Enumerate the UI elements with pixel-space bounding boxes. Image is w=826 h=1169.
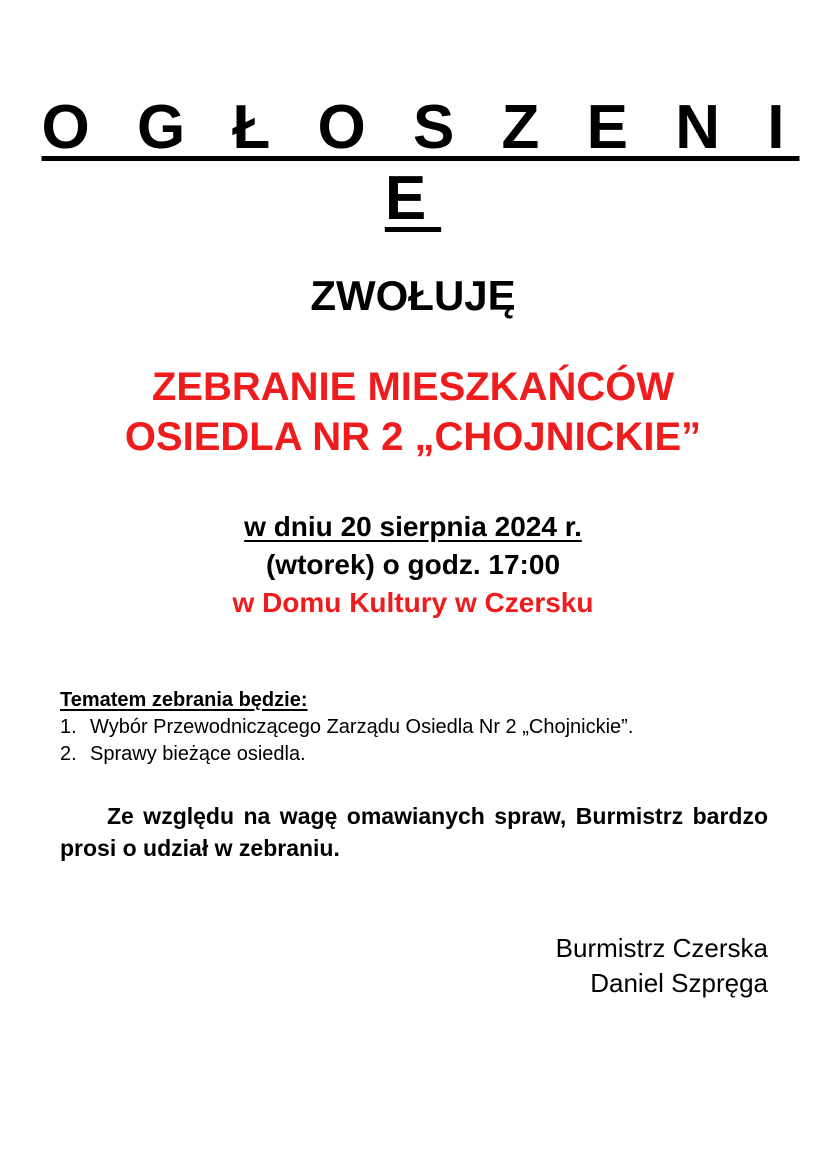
signature-role: Burmistrz Czerska <box>555 933 768 963</box>
agenda-list <box>60 714 770 768</box>
announcement-title-block <box>0 92 826 234</box>
meeting-details <box>0 508 826 622</box>
agenda-item-number: 1. <box>60 716 77 738</box>
agenda-item-text: Wybór Przewodniczącego Zarządu Osiedla Nr 2 „Chojnickie”. <box>90 716 634 738</box>
agenda-item <box>60 714 770 741</box>
meeting-place: w Domu Kultury w Czersku <box>232 587 594 618</box>
signature-block <box>556 931 768 1001</box>
agenda-heading: Tematem zebrania będzie: <box>60 689 308 711</box>
attendance-request: Ze względu na wagę omawianych spraw, Burmistrz bardzo prosi o udział w zebraniu. <box>60 803 768 861</box>
meeting-time: (wtorek) o godz. 17:00 <box>265 549 561 580</box>
meeting-name-line-1: ZEBRANIE MIESZKAŃCÓW <box>151 365 675 409</box>
announcement-title: O G Ł O S Z E N I E <box>41 93 800 233</box>
meeting-name-line-2: OSIEDLA NR 2 „CHOJNICKIE” <box>124 415 702 459</box>
meeting-name <box>0 362 826 462</box>
agenda-item-number: 2. <box>60 743 77 765</box>
meeting-date: w dniu 20 sierpnia 2024 r. <box>244 511 582 542</box>
convene-heading: ZWOŁUJĘ <box>310 272 516 319</box>
signature-name: Daniel Szpręga <box>590 968 768 998</box>
agenda-item-text: Sprawy bieżące osiedla. <box>90 743 306 765</box>
agenda-item <box>60 741 770 768</box>
agenda-section <box>60 687 770 768</box>
